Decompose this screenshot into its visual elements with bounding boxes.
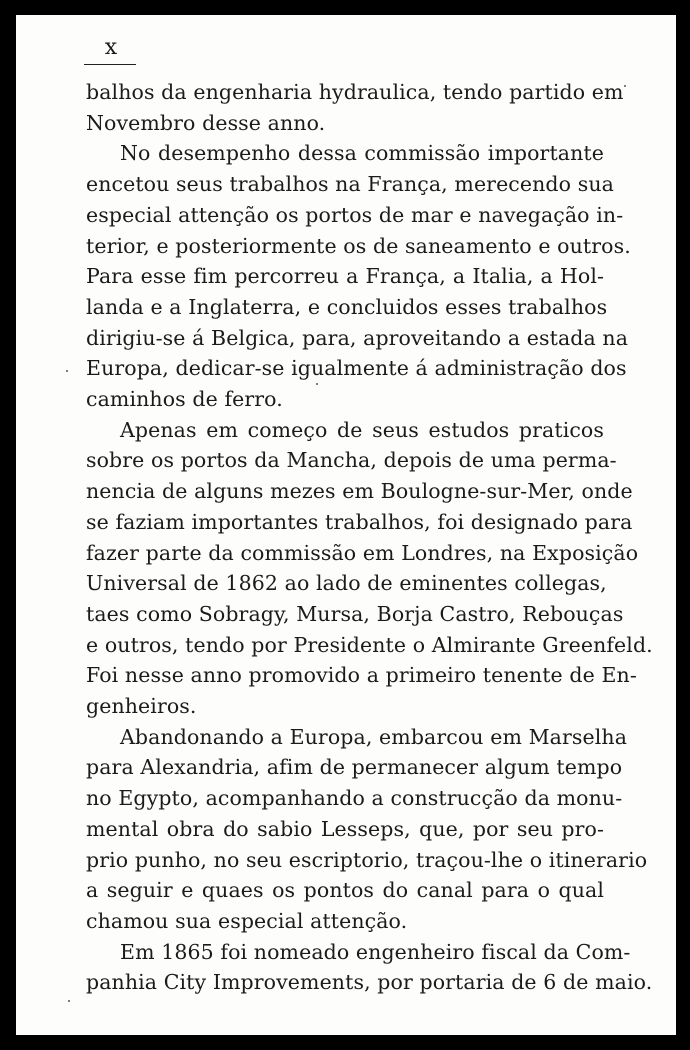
text-line: Foi nesse anno promovido a primeiro tenente de En- bbox=[86, 663, 637, 688]
text-line: e outros, tendo por Presidente o Almirante Greenfeld. bbox=[86, 632, 653, 657]
scan-speck bbox=[316, 383, 318, 385]
text-line: Novembro desse anno. bbox=[86, 110, 326, 135]
text-line: caminhos de ferro. bbox=[86, 387, 283, 412]
text-line: genheiros. bbox=[86, 694, 197, 719]
text-line: Apenas em começo de seus estudos praticos bbox=[120, 417, 604, 442]
page-number: x bbox=[104, 35, 118, 60]
text-line: No desempenho dessa commissão importante bbox=[120, 141, 604, 166]
text-line: nencia de alguns mezes em Boulogne-sur-Mer, onde bbox=[86, 479, 633, 504]
text-line: sobre os portos da Mancha, depois de uma perma- bbox=[86, 448, 617, 473]
scan-speck bbox=[624, 85, 626, 87]
text-line: landa e a Inglaterra, e concluidos esses trabalhos bbox=[86, 294, 608, 319]
text-line: Europa, dedicar-se igualmente á administração dos bbox=[86, 356, 627, 381]
paragraph-3 bbox=[86, 415, 653, 722]
text-line: mental obra do sabio Lesseps, que, por seu pro- bbox=[86, 816, 604, 841]
page-number-underline bbox=[84, 64, 136, 65]
text-line: Abandonando a Europa, embarcou em Marselha bbox=[120, 724, 628, 749]
scan-speck bbox=[66, 370, 68, 372]
text-line: chamou sua especial attenção. bbox=[86, 908, 408, 933]
text-line: encetou seus trabalhos na França, merecendo sua bbox=[86, 172, 614, 197]
paragraph-1 bbox=[86, 77, 624, 138]
book-page bbox=[16, 15, 676, 1035]
text-line: Universal de 1862 ao lado de eminentes collegas, bbox=[86, 571, 607, 596]
text-line: panhia City Improvements, por portaria de 6 de maio. bbox=[86, 970, 653, 995]
text-line: Em 1865 foi nomeado engenheiro fiscal da Com- bbox=[120, 939, 631, 964]
text-line: especial attenção os portos de mar e navegação in- bbox=[86, 202, 624, 227]
text-line: terior, e posteriormente os de saneamento e outros. bbox=[86, 233, 631, 258]
scan-speck bbox=[68, 1000, 70, 1002]
paragraph-4 bbox=[86, 722, 648, 937]
body-text bbox=[86, 77, 653, 998]
text-line: se faziam importantes trabalhos, foi designado para bbox=[86, 509, 633, 534]
text-line: no Egypto, acompanhando a construcção da monu- bbox=[86, 786, 623, 811]
text-line: balhos da engenharia hydraulica, tendo partido em bbox=[86, 80, 624, 104]
text-line: taes como Sobragy, Mursa, Borja Castro, Rebouças bbox=[86, 601, 624, 626]
text-line: a seguir e quaes os pontos do canal para o qual bbox=[86, 878, 604, 903]
paragraph-2 bbox=[86, 138, 631, 414]
text-line: para Alexandria, afim de permanecer algum tempo bbox=[86, 755, 623, 780]
text-line: fazer parte da commissão em Londres, na Exposição bbox=[86, 540, 639, 565]
paragraph-5 bbox=[86, 937, 653, 998]
text-line: Para esse fim percorreu a França, a Italia, a Hol- bbox=[86, 264, 604, 289]
text-line: dirigiu-se á Belgica, para, aproveitando a estada na bbox=[86, 325, 629, 350]
text-line: prio punho, no seu escriptorio, traçou-lhe o itinerario bbox=[86, 847, 648, 872]
